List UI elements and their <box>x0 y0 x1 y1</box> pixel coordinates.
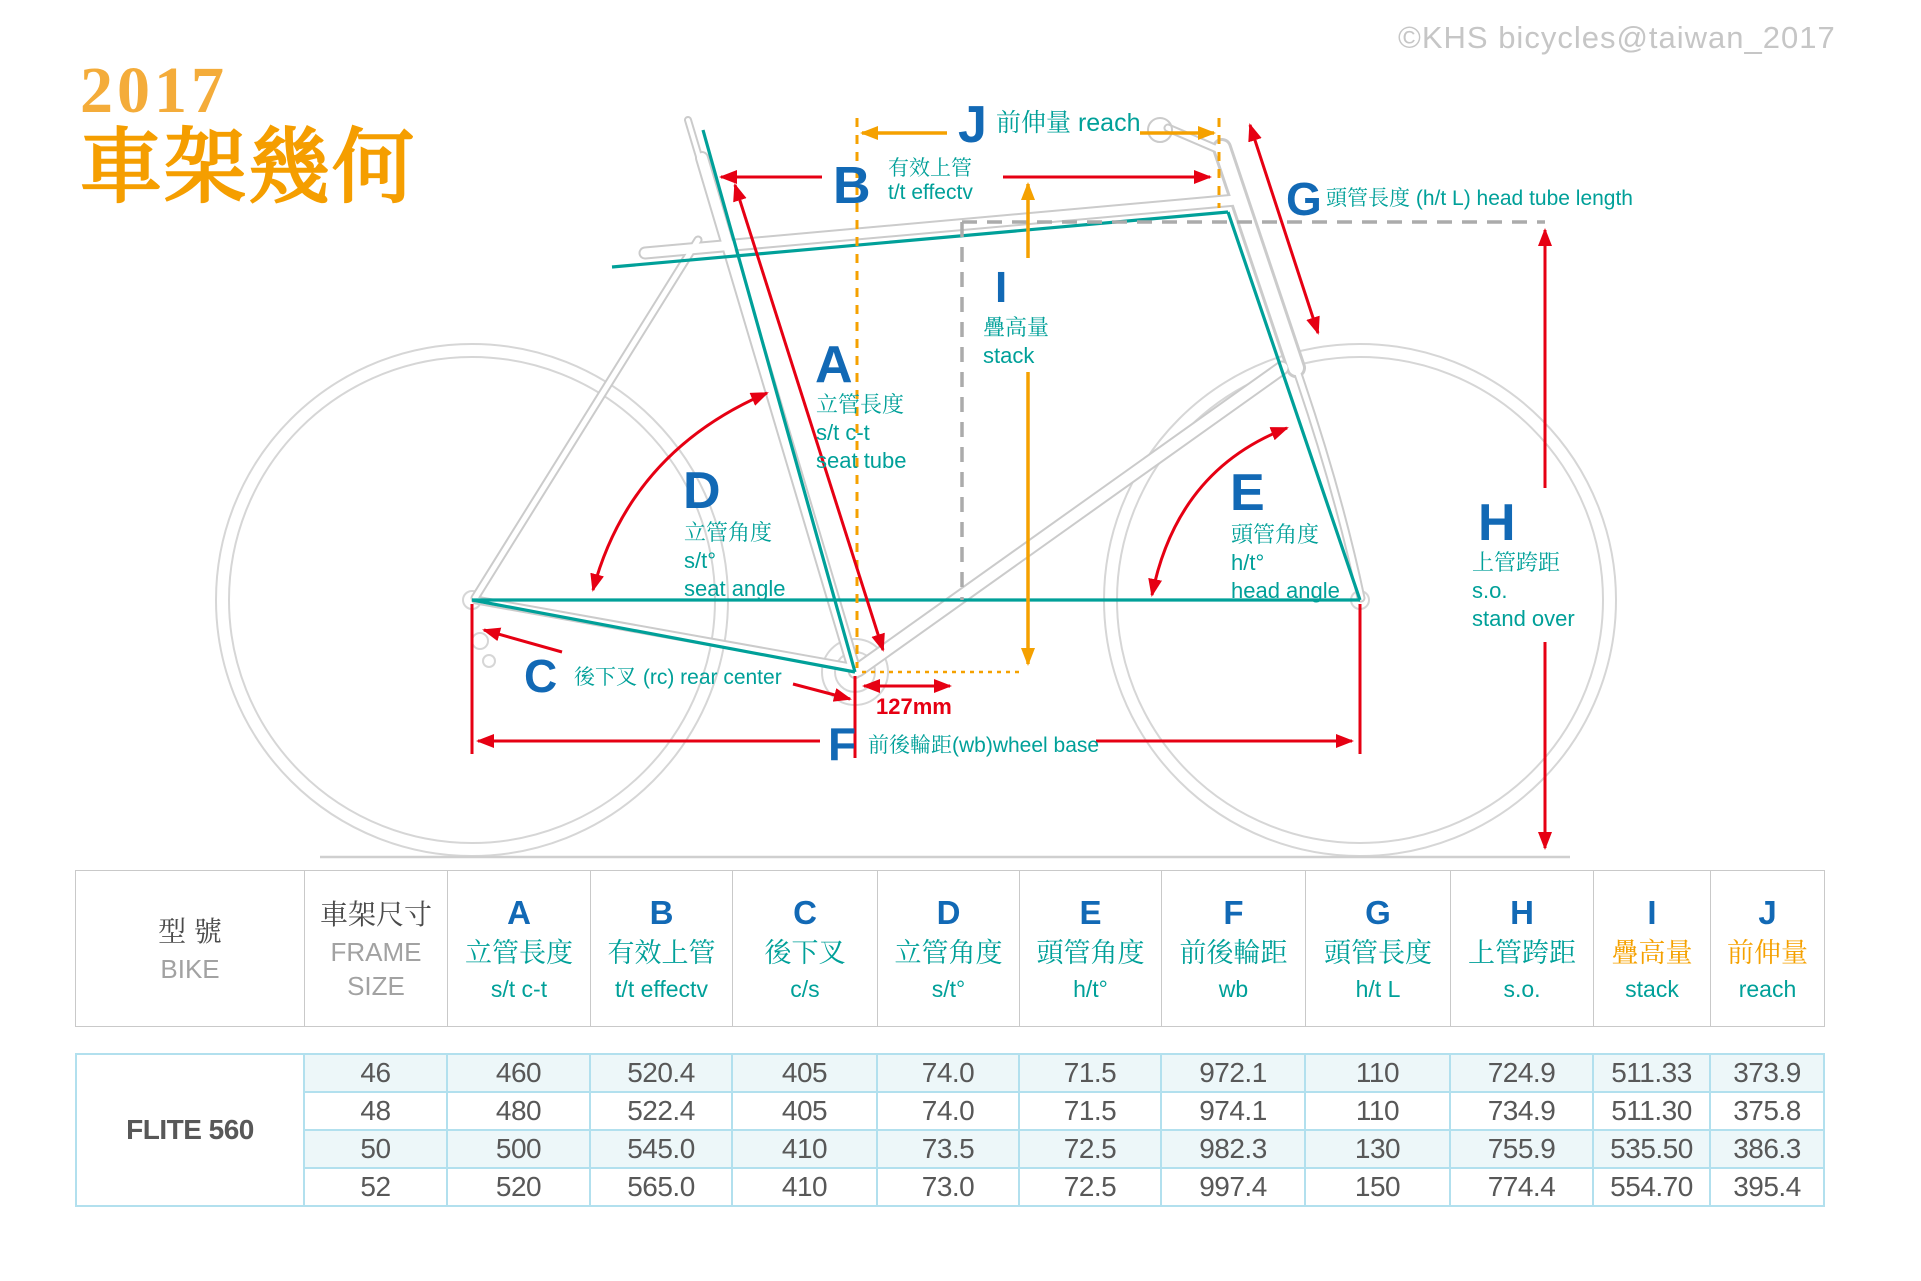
label-G-text: 頭管長度 (h/t L) head tube length <box>1326 187 1633 210</box>
col-I-sub: stack <box>1625 975 1679 1002</box>
cell: 72.5 <box>1019 1130 1161 1168</box>
label-I-zh: 疊高量 <box>983 315 1050 340</box>
col-A-letter: A <box>507 893 531 931</box>
header-col-B <box>590 871 732 1026</box>
header-col-I <box>1593 871 1710 1026</box>
col-F-zh: 前後輪距 <box>1179 937 1288 968</box>
cell: 410 <box>732 1130 877 1168</box>
cell: 545.0 <box>590 1130 732 1168</box>
size-cell: 46 <box>304 1054 447 1092</box>
cell: 480 <box>447 1092 590 1130</box>
label-H-zh: 上管跨距 <box>1472 550 1561 575</box>
label-I-letter: I <box>995 263 1008 312</box>
header-size-zh: 車架尺寸 <box>319 898 432 930</box>
col-A-zh: 立管長度 <box>465 937 573 968</box>
cell: 395.4 <box>1710 1168 1824 1206</box>
copyright-watermark: ©KHS bicycles@taiwan_2017 <box>1398 20 1836 55</box>
geometry-table-body <box>75 1053 1825 1207</box>
label-127mm: 127mm <box>876 694 952 719</box>
label-D-en1: s/t° <box>684 548 717 573</box>
cell: 373.9 <box>1710 1054 1824 1092</box>
col-D-letter: D <box>936 893 961 931</box>
cell: 73.5 <box>877 1130 1019 1168</box>
label-D-en2: seat angle <box>684 576 786 601</box>
size-cell: 48 <box>304 1092 447 1130</box>
cell: 774.4 <box>1450 1168 1593 1206</box>
label-A-letter: A <box>815 336 853 394</box>
header-col-E <box>1019 871 1161 1026</box>
col-B-sub: t/t effectv <box>615 975 708 1002</box>
header-bike-en: BIKE <box>160 953 220 984</box>
col-G-letter: G <box>1365 893 1391 931</box>
cell: 520 <box>447 1168 590 1206</box>
label-E-en1: h/t° <box>1231 550 1265 575</box>
cell: 535.50 <box>1593 1130 1710 1168</box>
cell: 734.9 <box>1450 1092 1593 1130</box>
cell: 554.70 <box>1593 1168 1710 1206</box>
label-D-zh: 立管角度 <box>684 520 773 545</box>
col-H-zh: 上管跨距 <box>1468 937 1576 968</box>
cell: 997.4 <box>1161 1168 1305 1206</box>
label-B-en: t/t effectv <box>888 181 973 204</box>
header-bike-zh: 型 號 <box>158 915 222 947</box>
col-J-sub: reach <box>1738 975 1797 1002</box>
cell: 511.33 <box>1593 1054 1710 1092</box>
bike-name-cell: FLITE 560 <box>76 1054 304 1206</box>
col-B-letter: B <box>649 893 674 931</box>
geometry-table <box>75 1053 1825 1207</box>
header-frame-size <box>304 871 447 1026</box>
col-F-sub: wb <box>1218 975 1249 1002</box>
col-I-letter: I <box>1647 893 1657 931</box>
cell: 405 <box>732 1054 877 1092</box>
header-size-en2: SIZE <box>347 970 405 1001</box>
cell: 130 <box>1305 1130 1450 1168</box>
cell: 520.4 <box>590 1054 732 1092</box>
cell: 755.9 <box>1450 1130 1593 1168</box>
label-H-en1: s.o. <box>1472 578 1508 603</box>
col-B-zh: 有效上管 <box>607 937 716 968</box>
header-col-C <box>732 871 877 1026</box>
cell: 150 <box>1305 1168 1450 1206</box>
table-row <box>76 1092 1824 1130</box>
label-I-en: stack <box>983 343 1035 368</box>
title-heading: 車架幾何 <box>80 122 417 213</box>
label-E-zh: 頭管角度 <box>1231 522 1320 547</box>
header-col-G <box>1305 871 1450 1026</box>
cell: 972.1 <box>1161 1054 1305 1092</box>
label-H-letter: H <box>1478 494 1516 552</box>
size-cell: 52 <box>304 1168 447 1206</box>
size-cell: 50 <box>304 1130 447 1168</box>
col-J-zh: 前伸量 <box>1727 937 1808 968</box>
title-year: 2017 <box>80 54 228 127</box>
col-E-letter: E <box>1079 893 1102 931</box>
col-G-zh: 頭管長度 <box>1324 937 1432 968</box>
table-row <box>76 1054 1824 1092</box>
label-J-letter: J <box>958 96 987 154</box>
table-row <box>76 1130 1824 1168</box>
col-D-sub: s/t° <box>931 975 966 1002</box>
cell: 73.0 <box>877 1168 1019 1206</box>
header-col-H <box>1450 871 1593 1026</box>
label-B-zh: 有效上管 <box>888 157 972 180</box>
cell: 386.3 <box>1710 1130 1824 1168</box>
label-F-text: 前後輪距(wb)wheel base <box>868 734 1100 757</box>
col-C-letter: C <box>793 893 817 931</box>
label-B-letter: B <box>833 157 871 215</box>
header-col-J <box>1710 871 1824 1026</box>
label-J-text: 前伸量 reach <box>996 109 1141 137</box>
cell: 410 <box>732 1168 877 1206</box>
cell: 724.9 <box>1450 1054 1593 1092</box>
cell: 110 <box>1305 1092 1450 1130</box>
col-H-letter: H <box>1510 893 1534 931</box>
cell: 71.5 <box>1019 1092 1161 1130</box>
label-C-text: 後下叉 (rc) rear center <box>574 666 782 689</box>
cell: 375.8 <box>1710 1092 1824 1130</box>
label-D-letter: D <box>683 462 721 520</box>
label-H-en2: stand over <box>1472 606 1575 631</box>
col-D-zh: 立管角度 <box>894 937 1003 968</box>
cell: 460 <box>447 1054 590 1092</box>
header-size-en1: FRAME <box>330 936 422 967</box>
label-E-en2: head angle <box>1231 578 1340 603</box>
table-row <box>76 1168 1824 1206</box>
header-col-D <box>877 871 1019 1026</box>
cell: 74.0 <box>877 1092 1019 1130</box>
cell: 974.1 <box>1161 1092 1305 1130</box>
label-F-letter: F <box>828 718 857 770</box>
label-A-en1: s/t c-t <box>816 420 870 445</box>
cell: 522.4 <box>590 1092 732 1130</box>
col-I-zh: 疊高量 <box>1611 937 1693 968</box>
cell: 110 <box>1305 1054 1450 1092</box>
geometry-table-header <box>75 870 1825 1027</box>
col-H-sub: s.o. <box>1503 975 1541 1002</box>
header-col-A <box>447 871 590 1026</box>
cell: 982.3 <box>1161 1130 1305 1168</box>
cell: 72.5 <box>1019 1168 1161 1206</box>
cell: 71.5 <box>1019 1054 1161 1092</box>
cell: 74.0 <box>877 1054 1019 1092</box>
col-G-sub: h/t L <box>1355 975 1401 1002</box>
header-col-F <box>1161 871 1305 1026</box>
cell: 565.0 <box>590 1168 732 1206</box>
label-G-letter: G <box>1286 173 1322 225</box>
col-F-letter: F <box>1223 893 1244 931</box>
col-J-letter: J <box>1758 893 1777 931</box>
header-bike <box>76 871 304 1026</box>
col-C-sub: c/s <box>790 975 820 1002</box>
col-A-sub: s/t c-t <box>490 975 548 1002</box>
label-C-letter: C <box>524 650 558 702</box>
col-E-zh: 頭管角度 <box>1036 937 1145 968</box>
cell: 405 <box>732 1092 877 1130</box>
col-E-sub: h/t° <box>1073 975 1108 1002</box>
col-C-zh: 後下叉 <box>764 937 846 968</box>
cell: 511.30 <box>1593 1092 1710 1130</box>
label-A-zh: 立管長度 <box>816 392 905 417</box>
label-E-letter: E <box>1230 464 1265 522</box>
cell: 500 <box>447 1130 590 1168</box>
label-A-en2: seat tube <box>816 448 907 473</box>
